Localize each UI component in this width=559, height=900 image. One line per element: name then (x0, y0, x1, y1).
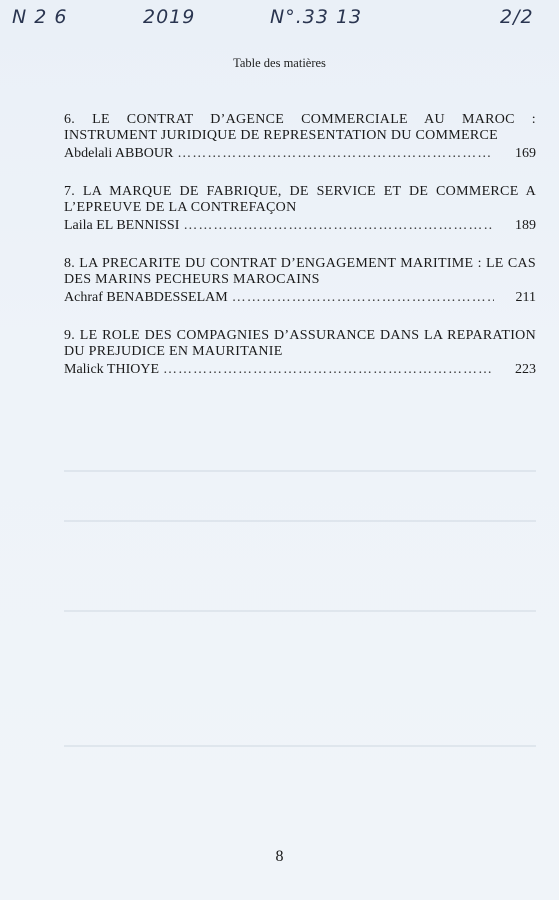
author-line (64, 289, 536, 306)
entry-title: 6. LE CONTRAT D’AGENCE COMMERCIALE AU MAROC : INSTRUMENT JURIDIQUE DE REPRESENTATION DU COMMERCE (64, 112, 536, 143)
entry-author: Achraf BENABDESSELAM (64, 290, 228, 305)
toc-list (64, 112, 536, 400)
entry-page-number: 211 (515, 290, 536, 305)
toc-entry[interactable] (64, 112, 536, 162)
entry-author: Laila EL BENNISSI (64, 218, 180, 233)
author-line (64, 361, 536, 378)
bleed-through (64, 745, 536, 747)
toc-entry[interactable] (64, 328, 536, 378)
entry-page-number: 169 (515, 146, 536, 161)
bleed-through (64, 520, 536, 522)
toc-entry[interactable] (64, 256, 536, 306)
bleed-through (64, 470, 536, 472)
leader-dots (183, 217, 493, 234)
entry-author: Abdelali ABBOUR (64, 146, 174, 161)
handwritten-note: 2019 (143, 6, 196, 28)
entry-page-number: 223 (515, 362, 536, 377)
entry-title: 8. LA PRECARITE DU CONTRAT D’ENGAGEMENT MARITIME : LE CAS DES MARINS PECHEURS MAROCAINS (64, 256, 536, 287)
leader-dots (177, 145, 493, 162)
leader-dots (163, 361, 493, 378)
author-line (64, 145, 536, 162)
handwritten-note: N°.33 13 (270, 6, 363, 28)
entry-title: 7. LA MARQUE DE FABRIQUE, DE SERVICE ET DE COMMERCE A L’EPREUVE DE LA CONTREFAÇON (64, 184, 536, 215)
handwritten-note: N 2 6 (12, 6, 68, 28)
entry-author: Malick THIOYE (64, 362, 159, 377)
author-line (64, 217, 536, 234)
running-title: Table des matières (233, 56, 326, 70)
handwritten-note: 2/2 (500, 6, 534, 28)
toc-entry[interactable] (64, 184, 536, 234)
entry-title: 9. LE ROLE DES COMPAGNIES D’ASSURANCE DANS LA REPARATION DU PREJUDICE EN MAURITANIE (64, 328, 536, 359)
bleed-through (64, 610, 536, 612)
entry-page-number: 189 (515, 218, 536, 233)
leader-dots (232, 289, 494, 306)
page-folio: 8 (275, 848, 284, 865)
